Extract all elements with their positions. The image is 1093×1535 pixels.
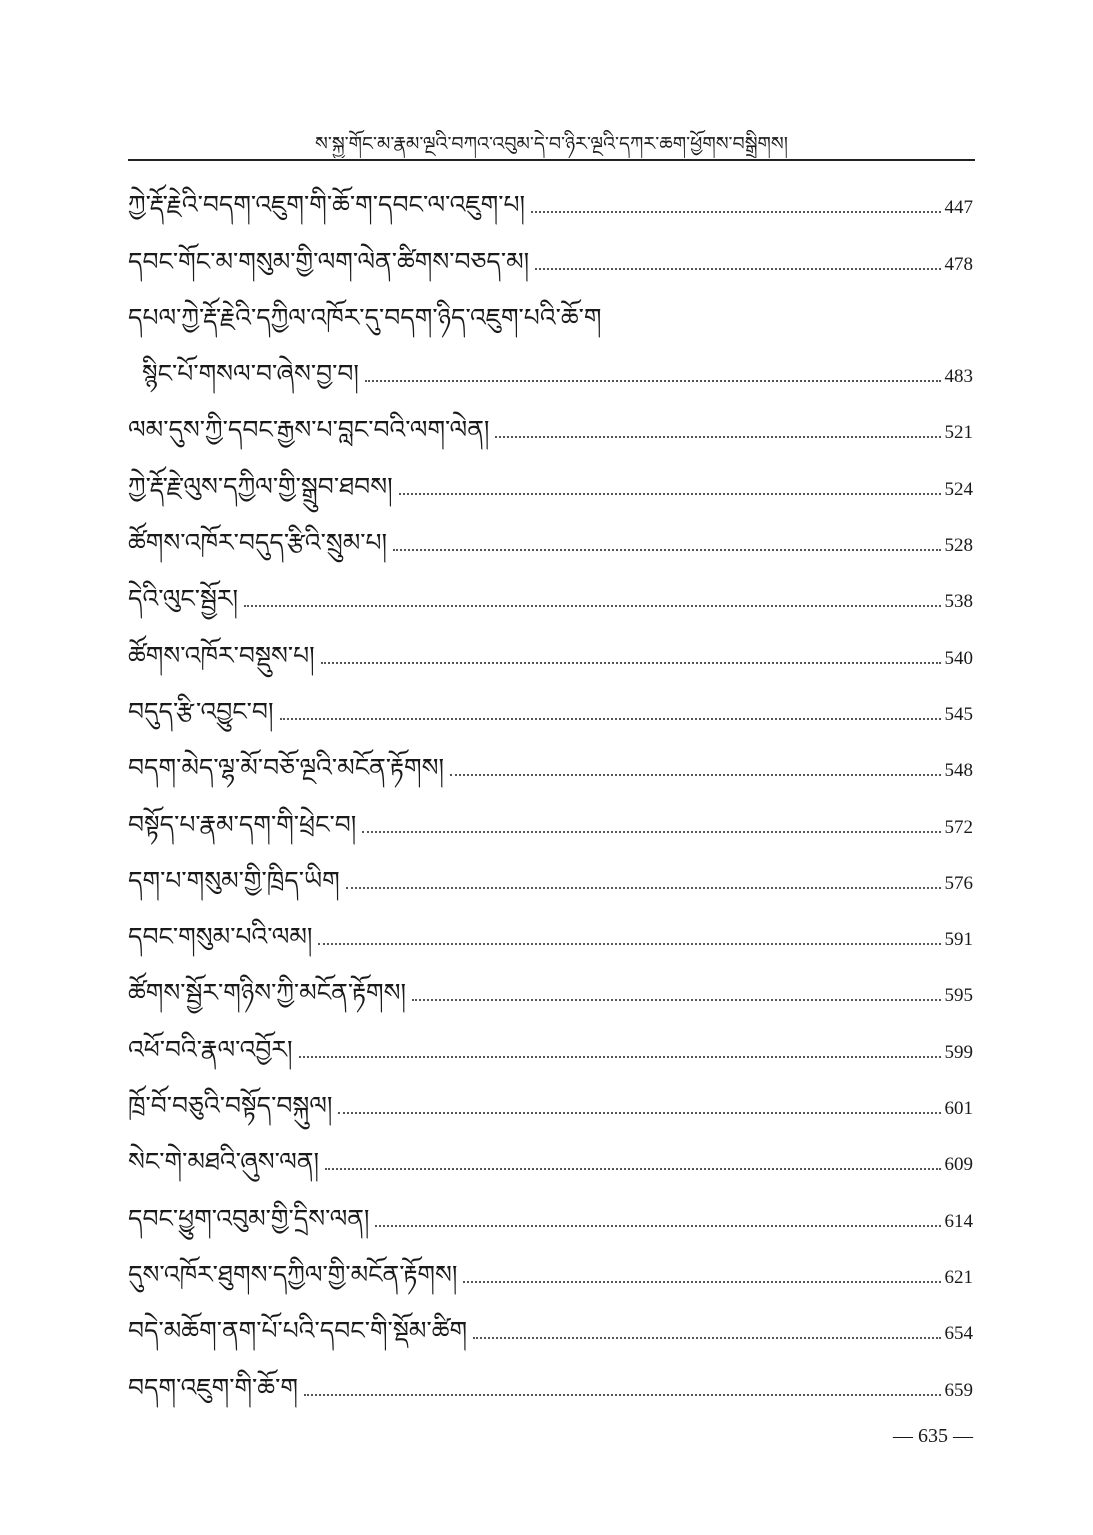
toc-entry bbox=[128, 1019, 973, 1075]
dot-leader bbox=[365, 380, 941, 382]
running-header: ས་སྐྱ་གོང་མ་རྣམ་ལྔའི་བཀའ་འབུམ་དེ་བ་ཉིར་ལྔའི་དཀར་ཆག་ཕྱོགས་བསྒྲིགས། bbox=[315, 133, 788, 155]
toc-entry-title: དུས་འཁོར་ཐུགས་དཀྱིལ་གྱི་མངོན་རྟོགས། bbox=[128, 1259, 458, 1289]
toc-entry-page: 621 bbox=[944, 1266, 973, 1288]
dot-leader bbox=[463, 1281, 940, 1283]
toc-entry bbox=[128, 231, 973, 287]
dot-leader bbox=[325, 1168, 940, 1170]
toc-entry-title: ཀྱེ་རྡོ་རྗེ་ལུས་དཀྱིལ་གྱི་སྒྲུབ་ཐབས། bbox=[128, 471, 393, 501]
toc-entry-title: དེའི་ལུང་སྦྱོར། bbox=[128, 584, 239, 614]
dot-leader bbox=[346, 887, 941, 889]
toc-entry bbox=[128, 456, 973, 512]
toc-entry-page: 595 bbox=[944, 985, 973, 1007]
toc-entry-title: དག་པ་གསུམ་གྱི་ཁྲིད་ཡིག bbox=[128, 865, 340, 895]
toc-entry-title: ཚོགས་སྦྱོར་གཉིས་ཀྱི་མངོན་རྟོགས། bbox=[128, 978, 407, 1008]
toc-entry bbox=[128, 851, 973, 907]
dot-leader bbox=[299, 1056, 941, 1058]
toc-entry-title: ཀྱེ་རྡོ་རྗེའི་བདག་འཇུག་གི་ཆོ་ག་དབང་ལ་འཇུག་པ། bbox=[128, 190, 526, 220]
toc-entry-title: བདེ་མཆོག་ནག་པོ་པའི་དབང་གི་སྡོམ་ཚིག bbox=[128, 1316, 468, 1346]
toc-entry-page: 599 bbox=[944, 1041, 973, 1063]
toc-entry-page: 654 bbox=[944, 1323, 973, 1345]
toc-entry bbox=[128, 1188, 973, 1244]
dot-leader bbox=[450, 774, 940, 776]
toc-entry bbox=[128, 625, 973, 681]
toc-entry-page: 478 bbox=[944, 253, 973, 275]
toc-entry bbox=[128, 1076, 973, 1132]
toc-entry-page: 483 bbox=[944, 366, 973, 388]
toc-entry-title: ཚོགས་འཁོར་བསྡུས་པ། bbox=[128, 640, 315, 670]
dot-leader bbox=[375, 1225, 940, 1227]
dot-leader bbox=[531, 211, 940, 213]
dot-leader bbox=[321, 662, 941, 664]
toc-entry-page: 659 bbox=[944, 1379, 973, 1401]
toc-entry bbox=[128, 400, 973, 456]
toc-entry-title: དབང་ཕྱུག་འབུམ་གྱི་དྲིས་ལན། bbox=[128, 1203, 370, 1233]
toc-entry-title: དཔལ་ཀྱེ་རྡོ་རྗེའི་དཀྱིལ་འཁོར་དུ་བདག་ཉིད་འཇུག་པའི་ཆོ་ག bbox=[128, 302, 602, 332]
toc-entry bbox=[128, 1357, 973, 1413]
toc-entry bbox=[128, 569, 973, 625]
toc-entry-page: 524 bbox=[944, 478, 973, 500]
toc-entry-title: སྙིང་པོ་གསལ་བ་ཞེས་བྱ་བ། bbox=[142, 359, 359, 389]
toc-entry-page: 609 bbox=[944, 1154, 973, 1176]
dot-leader bbox=[399, 493, 941, 495]
toc-entry-page: 601 bbox=[944, 1098, 973, 1120]
toc-entry-title: ལམ་དུས་ཀྱི་དབང་རྒྱས་པ་བླང་བའི་ལག་ལེན། bbox=[128, 415, 490, 445]
toc-entry-page: 614 bbox=[944, 1210, 973, 1232]
toc-entry bbox=[128, 513, 973, 569]
dot-leader bbox=[304, 1394, 941, 1396]
toc-entry-title: དབང་གསུམ་པའི་ལམ། bbox=[128, 922, 313, 952]
toc-entry bbox=[128, 682, 973, 738]
toc-entry-title: འཕོ་བའི་རྣལ་འབྱོར། bbox=[128, 1034, 293, 1064]
toc-entry-title: བདག་འཇུག་གི་ཆོ་ག bbox=[128, 1372, 298, 1402]
toc-entry-title: དབང་གོང་མ་གསུམ་གྱི་ལག་ལེན་ཚིགས་བཅད་མ། bbox=[128, 246, 530, 276]
toc-entry bbox=[128, 907, 973, 963]
toc-entry-page: 447 bbox=[944, 197, 973, 219]
toc-entry bbox=[128, 738, 973, 794]
toc-entry-title: བདུད་རྩི་འབྱུང་བ། bbox=[128, 696, 274, 726]
table-of-contents bbox=[128, 175, 973, 1414]
toc-entry-page: 528 bbox=[944, 535, 973, 557]
toc-entry-title: སེང་གེ་མཐའི་ཞུས་ལན། bbox=[128, 1147, 320, 1177]
toc-entry-page: 545 bbox=[944, 703, 973, 725]
dot-leader bbox=[412, 999, 940, 1001]
dot-leader bbox=[362, 831, 940, 833]
toc-entry-page: 548 bbox=[944, 760, 973, 782]
toc-entry-title: བསྟོད་པ་རྣམ་དག་གི་ཕྲེང་བ། bbox=[128, 809, 357, 839]
toc-entry bbox=[128, 1301, 973, 1357]
toc-entry-title: བདག་མེད་ལྷ་མོ་བཅོ་ལྔའི་མངོན་རྟོགས། bbox=[128, 753, 445, 783]
toc-entry bbox=[128, 963, 973, 1019]
toc-entry-title: ཁྲོ་བོ་བཅུའི་བསྟོད་བསྐུལ། bbox=[128, 1091, 333, 1121]
toc-entry-title: ཚོགས་འཁོར་བདུད་རྩིའི་སྲུམ་པ། bbox=[128, 528, 388, 558]
toc-entry bbox=[128, 288, 973, 344]
dot-leader bbox=[244, 605, 940, 607]
toc-entry bbox=[128, 1132, 973, 1188]
toc-entry-page: 521 bbox=[944, 422, 973, 444]
toc-entry-page: 576 bbox=[944, 872, 973, 894]
toc-entry bbox=[128, 1245, 973, 1301]
dot-leader bbox=[495, 436, 940, 438]
dot-leader bbox=[318, 943, 940, 945]
header-rule bbox=[128, 159, 975, 161]
dot-leader bbox=[473, 1337, 940, 1339]
toc-entry-page: 572 bbox=[944, 816, 973, 838]
dot-leader bbox=[393, 549, 940, 551]
toc-entry bbox=[128, 175, 973, 231]
toc-entry bbox=[128, 794, 973, 850]
dot-leader bbox=[280, 718, 941, 720]
dot-leader bbox=[338, 1112, 940, 1114]
toc-entry-page: 591 bbox=[944, 929, 973, 951]
toc-entry-page: 538 bbox=[944, 591, 973, 613]
page-number: — 635 — bbox=[893, 1425, 973, 1447]
toc-entry-continuation bbox=[128, 344, 973, 400]
toc-entry-page: 540 bbox=[944, 647, 973, 669]
dot-leader bbox=[535, 268, 940, 270]
